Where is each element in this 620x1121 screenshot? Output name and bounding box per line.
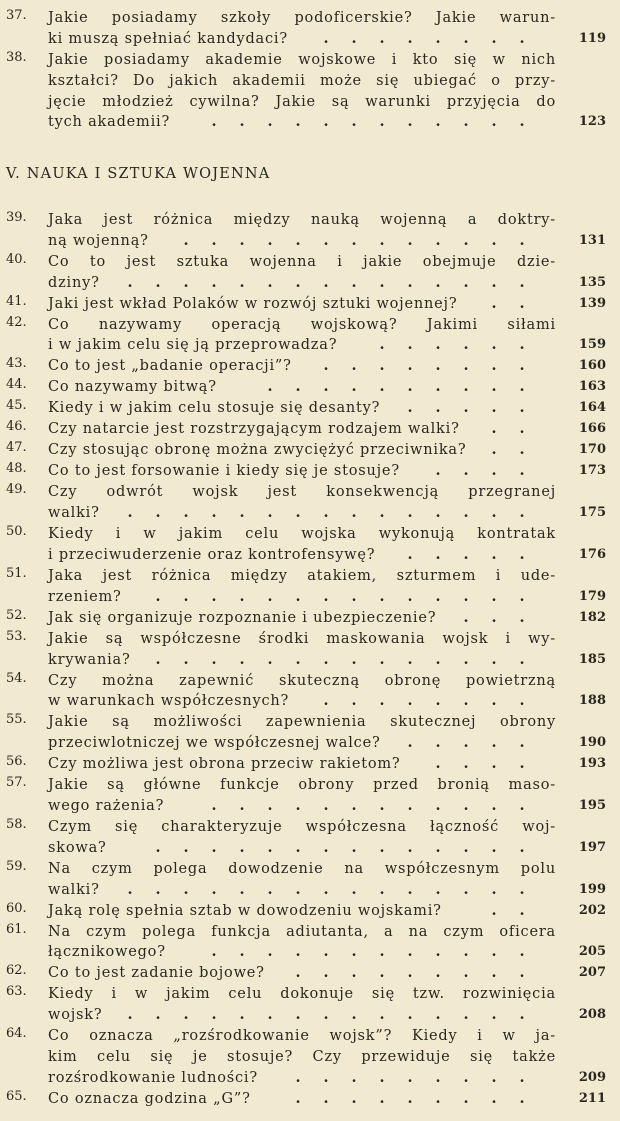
page-number: 199	[578, 881, 606, 897]
entry-number: 51.	[6, 566, 27, 581]
entry-number: 62.	[6, 963, 27, 979]
entry-text-line: Na czym polega funkcja adiutanta, a na czym oficera	[48, 923, 556, 940]
entry-text-line: rozśrodkowanie ludności?	[48, 1069, 258, 1086]
dot-leader: . . . . . . . .	[323, 29, 525, 47]
page-number: 175	[578, 505, 606, 521]
entry-text-line: łącznikowego?	[48, 944, 166, 961]
entry-text-line: dziny?	[48, 274, 100, 291]
dot-leader: . .	[491, 294, 525, 312]
dot-leader: . . . .	[435, 755, 525, 773]
entry-text-line: i w jakim celu się ją przeprowadza?	[48, 337, 338, 354]
entry-text-line: Jaki jest wkład Polaków w rozwój sztuki wojennej?	[48, 295, 458, 312]
entry-text-line: wojsk?	[48, 1007, 103, 1024]
entry-text-line: Jaką rolę spełnia sztab w dowodzeniu wojskami?	[48, 902, 442, 919]
page-number: 135	[578, 274, 606, 290]
entry-text-line: Czym się charakteryzuje współczesna łączność woj-	[48, 819, 556, 835]
entry-number: 59.	[6, 858, 27, 874]
entry-text-line: Co oznacza godzina „G”?	[48, 1090, 251, 1107]
entry-number: 64.	[6, 1026, 27, 1042]
page-number: 159	[578, 337, 606, 353]
dot-leader: . . . . . . . . . .	[267, 378, 525, 396]
entry-text-line: ki muszą spełniać kandydaci?	[48, 30, 288, 47]
dot-leader: . . . . . .	[379, 336, 525, 354]
dot-leader: . . . . . . . . . . . . . .	[155, 650, 525, 668]
page-number: 205	[578, 944, 606, 960]
page-number: 170	[578, 442, 606, 458]
entry-text-line: skowa?	[48, 839, 107, 856]
dot-leader: . . . . . . . . .	[295, 964, 525, 982]
entry-text-line: rzeniem?	[48, 588, 122, 605]
entry-text-line: przeciwlotniczej we współczesnej walce?	[48, 735, 381, 752]
page-number: 164	[578, 400, 606, 416]
entry-text-line: Co to jest „badanie operacji”?	[48, 358, 292, 375]
entry-number: 44.	[6, 377, 27, 393]
entry-text-line: wego rażenia?	[48, 797, 165, 814]
page-number: 179	[578, 588, 606, 604]
entry-number: 56.	[6, 754, 27, 770]
dot-leader: . . . . . . . . . . . . . . .	[127, 1006, 525, 1024]
entry-text-line: i przeciwuderzenie oraz kontrofensywę?	[48, 546, 376, 563]
entry-number: 52.	[6, 607, 27, 623]
entry-text-line: Czy natarcie jest rozstrzygającym rodzajem walki?	[48, 421, 460, 438]
page-number: 166	[578, 421, 606, 437]
entry-number: 61.	[6, 921, 27, 937]
entry-number: 48.	[6, 461, 27, 477]
entry-number: 54.	[6, 670, 27, 686]
page-number: 182	[578, 609, 606, 625]
page-number: 123	[578, 114, 606, 130]
dot-leader: . . .	[463, 608, 525, 626]
entry-number: 42.	[6, 314, 27, 330]
dot-leader: . . . . . . . . .	[295, 1068, 525, 1086]
dot-leader: . . . . .	[407, 399, 525, 417]
entry-number: 50.	[6, 524, 27, 540]
entry-number: 41.	[6, 293, 27, 309]
entry-text-line: Jakie posiadamy szkoły podoficerskie? Jakie warun-	[48, 10, 556, 26]
entry-text-line: walki?	[48, 881, 100, 898]
dot-leader: . .	[491, 901, 525, 919]
page-number: 195	[578, 797, 606, 813]
entry-text-line: Co to jest sztuka wojenna i jakie obejmuje dzie-	[48, 253, 556, 270]
entry-text-line: kim celu się je stosuje? Czy przewiduje się także	[48, 1048, 556, 1065]
page-number: 209	[578, 1069, 606, 1085]
entry-text-line: Jakie są możliwości zapewnienia skutecznej obrony	[48, 714, 556, 731]
entry-text-line: Czy możliwa jest obrona przeciw rakietom?	[48, 756, 401, 773]
dot-leader: . . . . . . . .	[323, 357, 525, 375]
entry-text-line: ną wojenną?	[48, 232, 149, 249]
page-number: 207	[578, 965, 606, 981]
entry-text-line: Czy odwrót wojsk jest konsekwencją przegranej	[48, 484, 556, 501]
dot-leader: . . . . .	[407, 545, 525, 563]
dot-leader: . .	[491, 420, 525, 438]
page-number: 119	[578, 30, 606, 46]
page-number: 139	[578, 295, 606, 311]
entry-number: 65.	[6, 1088, 27, 1104]
entry-text-line: Jaka jest różnica między atakiem, szturmem i ude-	[48, 568, 556, 584]
entry-number: 58.	[6, 817, 27, 832]
page-number: 202	[578, 902, 606, 918]
page-number: 188	[578, 693, 606, 709]
entry-number: 53.	[6, 628, 27, 644]
dot-leader: . . . . . . . . . . . . . . .	[127, 504, 525, 522]
entry-text-line: Co oznacza „rozśrodkowanie wojsk”? Kiedy i w ja-	[48, 1028, 556, 1045]
entry-text-line: Na czym polega dowodzenie na współczesnym polu	[48, 860, 556, 877]
entry-text-line: krywania?	[48, 651, 131, 668]
dot-leader: . . . . .	[407, 734, 525, 752]
entry-number: 37.	[6, 8, 27, 23]
entry-text-line: Jakie są współczesne środki maskowania wojsk i wy-	[48, 630, 556, 647]
dot-leader: . . . . . . . . . . . . .	[183, 231, 525, 249]
section-title: V. NAUKA I SZTUKA WOJENNA	[6, 166, 271, 182]
entry-text-line: tych akademii?	[48, 114, 171, 131]
dot-leader: . . . . . . . . . . . .	[211, 113, 525, 131]
entry-number: 47.	[6, 440, 27, 456]
entry-text-line: Czy stosując obronę można zwyciężyć przeciwnika?	[48, 442, 467, 459]
entry-text-line: Jakie są główne funkcje obrony przed bronią maso-	[48, 777, 556, 794]
entry-text-line: Co to jest zadanie bojowe?	[48, 965, 265, 982]
entry-number: 40.	[6, 251, 27, 267]
entry-number: 63.	[6, 984, 27, 1000]
page-number: 193	[578, 756, 606, 772]
dot-leader: . . . . . . . . . . . . . .	[155, 587, 525, 605]
entry-text-line: Kiedy i w jakim celu stosuje się desanty?	[48, 400, 381, 417]
entry-text-line: Kiedy i w jakim celu wojska wykonują kontratak	[48, 526, 556, 543]
dot-leader: . . . . . . . .	[323, 692, 525, 710]
entry-text-line: Jaka jest różnica między nauką wojenną a doktry-	[48, 212, 556, 228]
entry-number: 39.	[6, 210, 27, 225]
page-number: 173	[578, 463, 606, 479]
page-number: 163	[578, 379, 606, 395]
entry-number: 57.	[6, 775, 27, 791]
entry-text-line: kształci? Do jakich akademii może się ubiegać o przy-	[48, 72, 556, 89]
dot-leader: . . . . . . . . . . . .	[211, 943, 525, 961]
dot-leader: . . . . . . . . . . . . . . .	[127, 880, 525, 898]
page-number: 160	[578, 358, 606, 374]
dot-leader: . . . . . . . . . . . . . . .	[127, 273, 525, 291]
dot-leader: . . . .	[435, 462, 525, 480]
entry-text-line: Kiedy i w jakim celu dokonuje się tzw. rozwinięcia	[48, 986, 556, 1003]
entry-text-line: Co to jest forsowanie i kiedy się je stosuje?	[48, 463, 400, 480]
page-number: 190	[578, 735, 606, 751]
entry-number: 49.	[6, 482, 27, 498]
dot-leader: . . . . . . . . . . . . . .	[155, 838, 525, 856]
page-number: 208	[578, 1007, 606, 1023]
entry-number: 45.	[6, 398, 27, 414]
dot-leader: . . . . . . . . . . . .	[211, 796, 525, 814]
entry-text-line: Jak się organizuje rozpoznanie i ubezpieczenie?	[48, 609, 437, 626]
entry-text-line: walki?	[48, 505, 100, 522]
entry-text-line: Jakie posiadamy akademie wojskowe i kto się w nich	[48, 52, 556, 68]
page-number: 211	[578, 1090, 606, 1106]
page-number: 176	[578, 546, 606, 562]
entry-number: 55.	[6, 712, 27, 728]
entry-number: 38.	[6, 50, 27, 65]
entry-text-line: Czy można zapewnić skuteczną obronę powietrzną	[48, 672, 556, 689]
page-number: 185	[578, 651, 606, 667]
page-number: 131	[578, 232, 606, 248]
entry-number: 60.	[6, 900, 27, 916]
entry-text-line: Co nazywamy operacją wojskową? Jakimi siłami	[48, 316, 556, 333]
dot-leader: . . . . . . . . .	[295, 1089, 525, 1107]
entry-number: 43.	[6, 356, 27, 372]
entry-text-line: jęcie młodzież cywilna? Jakie są warunki przyjęcia do	[48, 93, 556, 110]
entry-number: 46.	[6, 419, 27, 435]
page-number: 197	[578, 839, 606, 855]
entry-text-line: Co nazywamy bitwą?	[48, 379, 217, 396]
dot-leader: . .	[491, 441, 525, 459]
entry-text-line: w warunkach współczesnych?	[48, 693, 290, 710]
